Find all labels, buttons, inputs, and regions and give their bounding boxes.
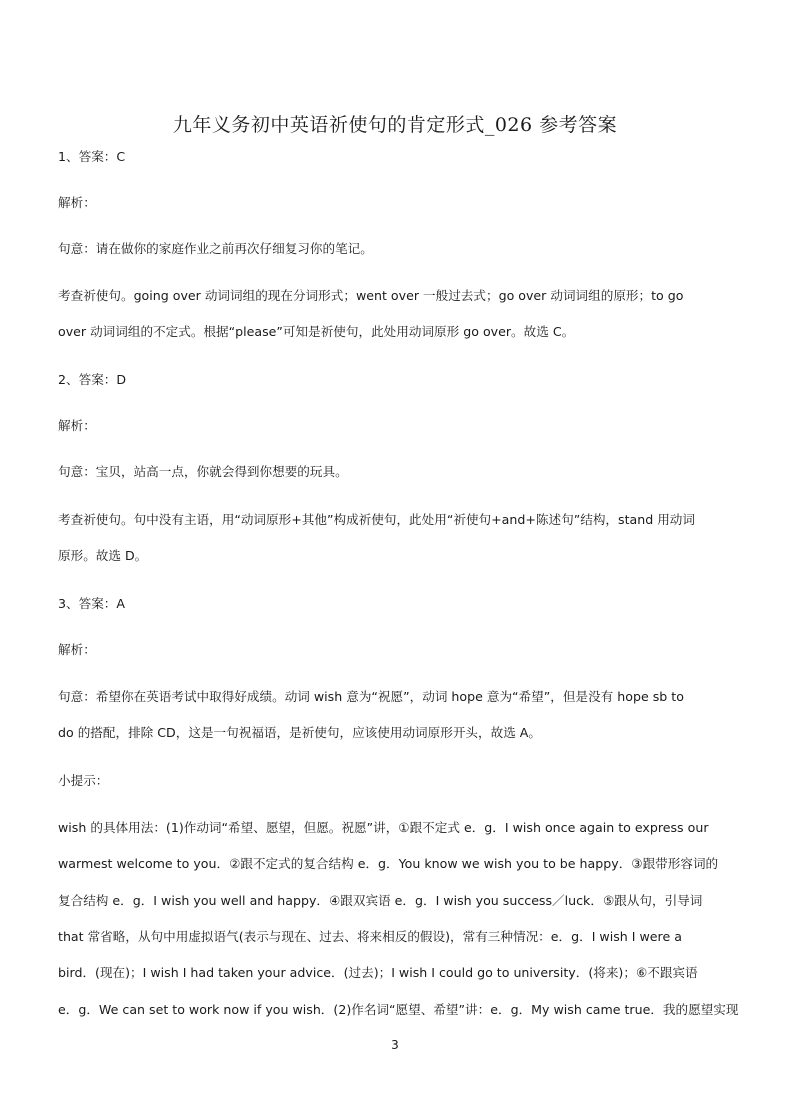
page-number: 3 [391, 1038, 399, 1052]
tip-line-4: that 常省略，从句中用虚拟语气(表示与现在、过去、将来相反的假设)，常有三种情况：e．g．I wish I were a [58, 929, 682, 944]
explanation-3-line-1: 句意：希望你在英语考试中取得好成绩。动词 wish 意为“祝愿”，动词 hope 意为“希望”，但是没有 hope sb to [58, 689, 684, 704]
tip-line-1: wish 的具体用法：(1)作动词“希望、愿望，但愿。祝愿”讲，①跟不定式 e．g．I wish once again to express our [58, 820, 709, 835]
answer-3-heading: 3、答案：A [58, 596, 126, 611]
explanation-1-line-2: over 动词词组的不定式。根据“please”可知是祈使句，此处用动词原形 go over。故选 C。 [58, 324, 575, 339]
document-title: 九年义务初中英语祈使句的肯定形式_026 参考答案 [172, 114, 618, 136]
sentence-meaning-2: 句意：宝贝，站高一点，你就会得到你想要的玩具。 [58, 464, 348, 479]
explanation-1-line-1: 考查祈使句。going over 动词词组的现在分词形式；went over 一般过去式；go over 动词词组的原形；to go [58, 288, 684, 303]
sentence-meaning-1: 句意：请在做你的家庭作业之前再次仔细复习你的笔记。 [58, 241, 373, 256]
analysis-label-1: 解析： [58, 195, 96, 210]
answer-1-heading: 1、答案：C [58, 149, 126, 164]
tip-line-5: bird．(现在)；I wish I had taken your advice．(过去)；I wish I could go to university．(将来)；⑥不跟宾语 [58, 965, 698, 980]
explanation-3-line-2: do 的搭配，排除 CD，这是一句祝福语，是祈使句，应该使用动词原形开头，故选 A。 [58, 725, 542, 740]
answer-2-heading: 2、答案：D [58, 372, 127, 387]
tip-line-2: warmest welcome to you．②跟不定式的复合结构 e．g．You know we wish you to be happy．③跟带形容词的 [58, 856, 719, 871]
explanation-2-line-1: 考查祈使句。句中没有主语，用“动词原形+其他”构成祈使句，此处用“祈使句+and+陈述句”结构，stand 用动词 [58, 512, 695, 527]
tip-label: 小提示： [58, 773, 109, 788]
tip-line-6: e．g．We can set to work now if you wish．(2)作名词“愿望、希望”讲：e．g．My wish came true．我的愿望实现 [58, 1002, 739, 1017]
analysis-label-2: 解析： [58, 418, 96, 433]
explanation-2-line-2: 原形。故选 D。 [58, 548, 148, 563]
analysis-label-3: 解析： [58, 642, 96, 657]
tip-line-3: 复合结构 e．g．I wish you well and happy．④跟双宾语 e．g．I wish you success／luck．⑤跟从句，引导词 [58, 893, 703, 908]
